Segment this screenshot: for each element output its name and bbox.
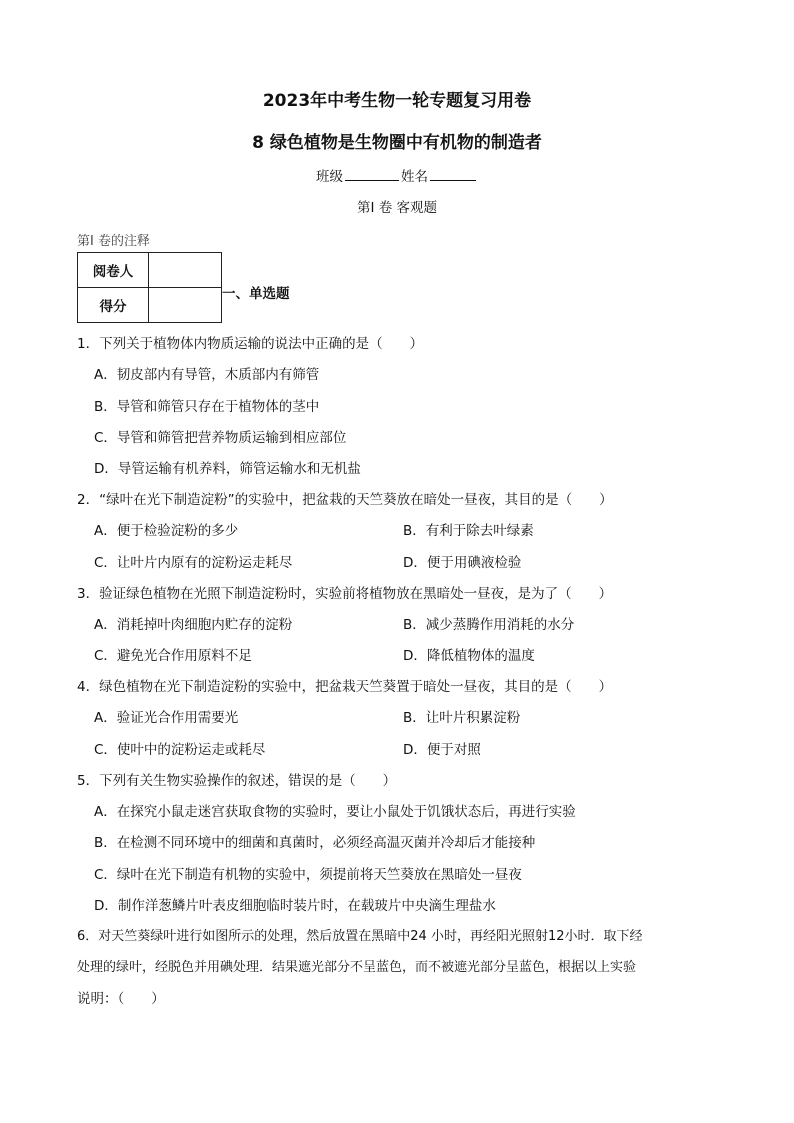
volume-heading: 第Ⅰ 卷 客观题 <box>356 200 438 216</box>
option: A．便于检验淀粉的多少 <box>94 523 239 539</box>
name-blank <box>430 168 476 181</box>
question-stem-line: 处理的绿叶，经脱色并用碘处理．结果遮光部分不呈蓝色，而不被遮光部分呈蓝色，根据以上实验 <box>77 960 637 975</box>
question-stem: 5．下列有关生物实验操作的叙述，错误的是（ ） <box>77 773 397 789</box>
question-stem: 4．绿色植物在光下制造淀粉的实验中，把盆栽天竺葵置于暗处一昼夜，其目的是（ ） <box>77 679 613 695</box>
reviewer-label: 阅卷人 <box>78 253 149 288</box>
option: D．降低植物体的温度 <box>403 648 535 664</box>
question-stem: 1．下列关于植物体内物质运输的说法中正确的是（ ） <box>77 336 424 352</box>
option: D．导管运输有机养料，筛管运输水和无机盐 <box>94 461 361 477</box>
question-stem-line: 6．对天竺葵绿叶进行如图所示的处理，然后放置在黑暗中24 小时，再经阳光照射12小时．取下经 <box>77 929 643 944</box>
option: D．便于对照 <box>403 742 481 758</box>
class-label: 班级 <box>316 169 343 185</box>
option: A．验证光合作用需要光 <box>94 710 239 726</box>
option: C．绿叶在光下制造有机物的实验中，须提前将天竺葵放在黑暗处一昼夜 <box>94 867 522 883</box>
class-blank <box>345 168 399 181</box>
option: B．减少蒸腾作用消耗的水分 <box>403 617 575 633</box>
volume-note: 第Ⅰ 卷的注释 <box>77 234 150 249</box>
name-label: 姓名 <box>401 169 428 185</box>
option: D．便于用碘液检验 <box>403 555 522 571</box>
section-title: 一、单选题 <box>222 286 290 302</box>
option: C．使叶中的淀粉运走或耗尽 <box>94 742 266 758</box>
score-cell <box>149 288 222 323</box>
score-table <box>77 252 222 323</box>
question-stem: 3．验证绿色植物在光照下制造淀粉时，实验前将植物放在黑暗处一昼夜，是为了（ ） <box>77 586 613 602</box>
score-label: 得分 <box>78 288 149 323</box>
option: B．在检测不同环境中的细菌和真菌时，必须经高温灭菌并冷却后才能接种 <box>94 835 536 851</box>
option: C．避免光合作用原料不足 <box>94 648 252 664</box>
question-stem: 2．“绿叶在光下制造淀粉”的实验中，把盆栽的天竺葵放在暗处一昼夜，其目的是（ ） <box>77 492 613 508</box>
class-name-line <box>0 165 794 185</box>
option: B．让叶片积累淀粉 <box>403 710 521 726</box>
option: C．导管和筛管把营养物质运输到相应部位 <box>94 430 347 446</box>
page-subtitle: 8 绿色植物是生物圈中有机物的制造者 <box>252 133 542 153</box>
option: A．在探究小鼠走迷宫获取食物的实验时，要让小鼠处于饥饿状态后，再进行实验 <box>94 804 576 820</box>
question-stem-line: 说明：（ ） <box>77 991 165 1007</box>
option: C．让叶片内原有的淀粉运走耗尽 <box>94 555 293 571</box>
page-title: 2023年中考生物一轮专题复习用卷 <box>262 91 532 111</box>
option: A．韧皮部内有导管，木质部内有筛管 <box>94 367 320 383</box>
reviewer-cell <box>149 253 222 288</box>
option: A．消耗掉叶肉细胞内贮存的淀粉 <box>94 617 293 633</box>
option: D．制作洋葱鳞片叶表皮细胞临时装片时，在载玻片中央滴生理盐水 <box>94 898 496 914</box>
option: B．有利于除去叶绿素 <box>403 523 534 539</box>
option: B．导管和筛管只存在于植物体的茎中 <box>94 399 320 415</box>
